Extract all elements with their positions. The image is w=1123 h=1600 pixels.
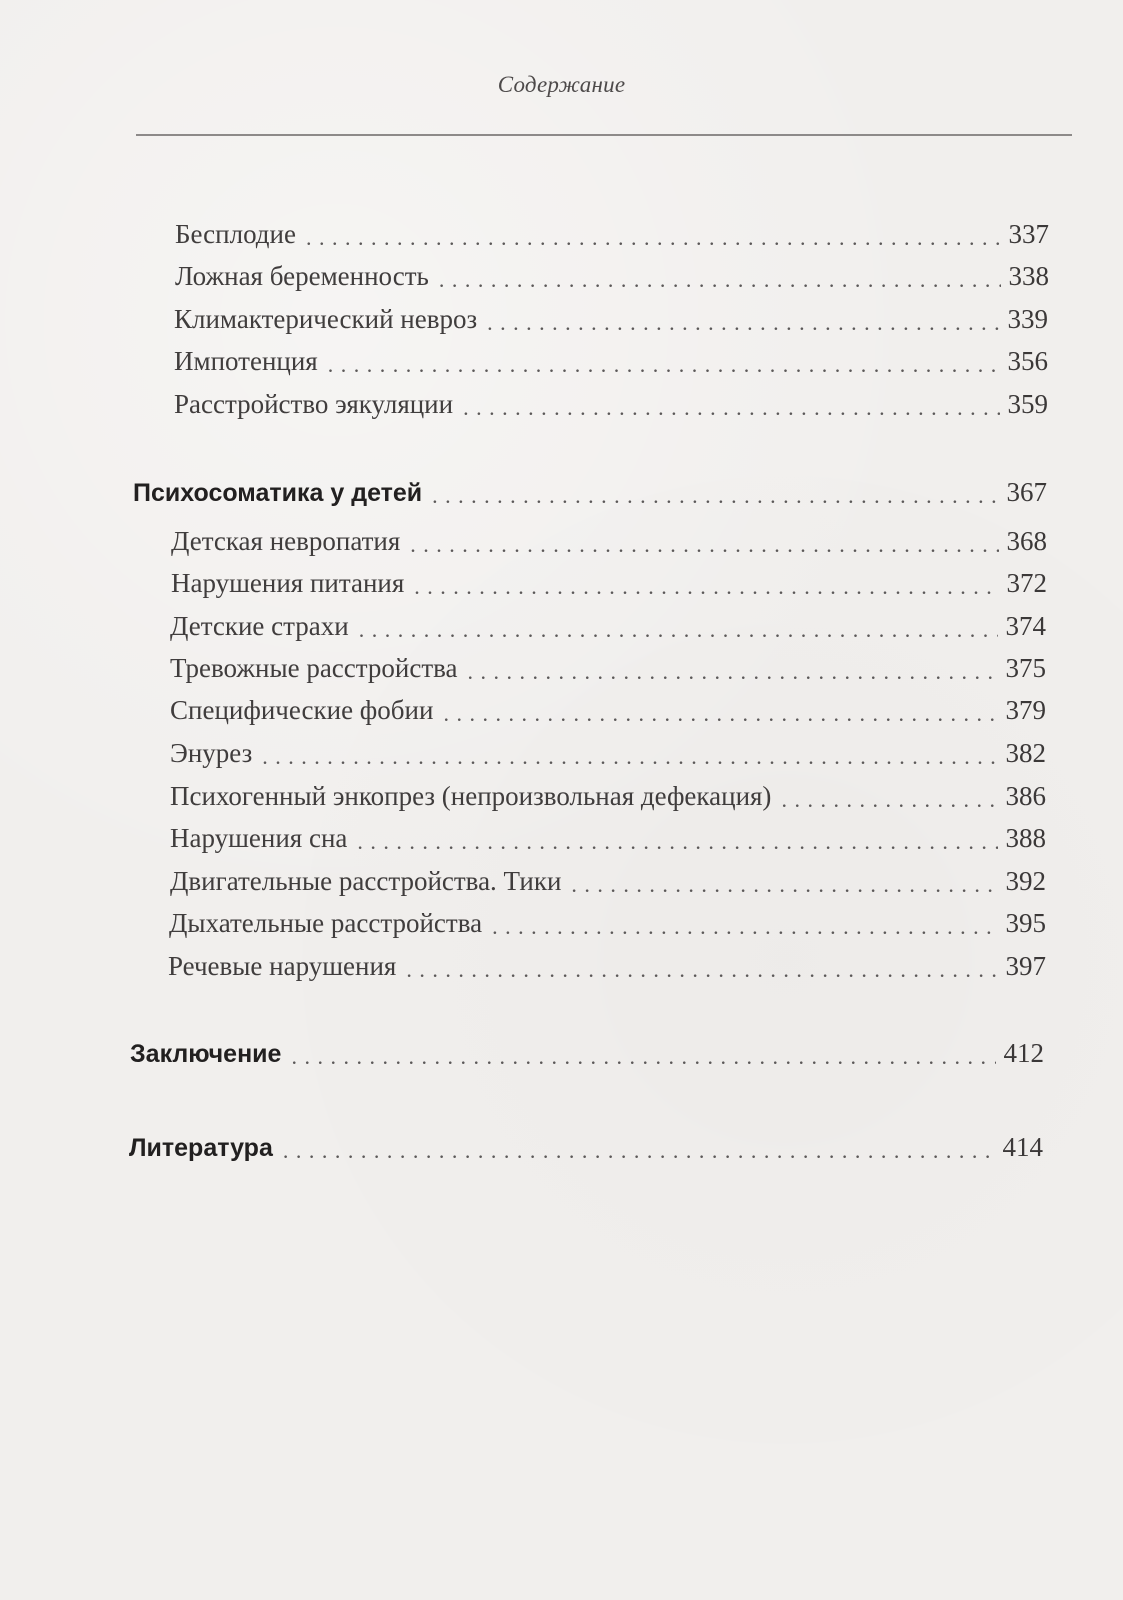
toc-entry-title: Нарушения сна	[170, 823, 348, 853]
dot-leader	[492, 919, 997, 939]
toc-entry-page: 356	[1007, 346, 1048, 376]
running-head: Содержание	[497, 72, 626, 97]
dot-leader	[443, 706, 997, 726]
toc-section-page: 367	[1006, 477, 1047, 507]
toc-entry	[168, 946, 1046, 986]
dot-leader	[410, 537, 998, 557]
toc-entry	[174, 299, 1048, 339]
dot-leader	[781, 792, 997, 812]
toc-entry-page: 338	[1008, 261, 1049, 291]
toc-entry-title: Детские страхи	[170, 611, 349, 641]
toc-entry-page: 395	[1005, 908, 1046, 938]
dot-leader	[283, 1143, 995, 1163]
toc-entry-title: Импотенция	[174, 346, 318, 376]
toc-entry-title: Ложная беременность	[175, 261, 429, 291]
toc-entry-title: Нарушения питания	[171, 568, 405, 598]
dot-leader	[306, 230, 1001, 250]
toc-section	[129, 1127, 1043, 1167]
toc-entry-page: 337	[1008, 219, 1049, 249]
dot-leader	[262, 749, 997, 769]
toc-entry	[170, 818, 1046, 858]
toc-entry-title: Психогенный энкопрез (непроизвольная дефекация)	[170, 781, 772, 811]
toc-entry	[170, 776, 1046, 816]
toc-entry-title: Энурез	[170, 738, 253, 768]
toc-entry	[170, 861, 1046, 901]
toc-entry-page: 379	[1005, 695, 1046, 725]
toc-entry-page: 372	[1006, 568, 1047, 598]
dot-leader	[468, 664, 998, 684]
toc-entry-page: 386	[1005, 781, 1046, 811]
dot-leader	[357, 834, 997, 854]
toc-entry	[171, 563, 1047, 603]
dot-leader	[406, 962, 997, 982]
toc-entry-title: Бесплодие	[175, 219, 296, 249]
toc-entry-title: Специфические фобии	[170, 695, 434, 725]
dot-leader	[432, 488, 998, 508]
toc-entry-title: Двигательные расстройства. Тики	[170, 866, 562, 896]
toc-entry	[169, 903, 1046, 943]
toc-entry	[170, 690, 1046, 730]
toc-section-page: 414	[1002, 1132, 1043, 1162]
toc-entry-title: Речевые нарушения	[168, 951, 397, 981]
dot-leader	[571, 877, 997, 897]
dot-leader	[463, 400, 999, 420]
toc-entry-page: 374	[1005, 611, 1046, 641]
dot-leader	[414, 579, 998, 599]
toc-section-page: 412	[1003, 1038, 1044, 1068]
dot-leader	[291, 1049, 995, 1069]
toc-section	[133, 472, 1047, 512]
toc-entry	[174, 384, 1048, 424]
toc-entry	[170, 733, 1046, 773]
dot-leader	[328, 357, 1000, 377]
toc-section	[130, 1033, 1044, 1073]
toc-entry-page: 339	[1007, 304, 1048, 334]
toc-entry-title: Расстройство эякуляции	[174, 389, 454, 419]
toc-entry-page: 388	[1005, 823, 1046, 853]
toc-entry-title: Тревожные расстройства	[170, 653, 458, 683]
toc-entry-title: Дыхательные расстройства	[169, 908, 483, 938]
toc-entry	[170, 648, 1046, 688]
toc-section-title: Литература	[129, 1134, 273, 1162]
dot-leader	[439, 272, 1001, 292]
toc-entry	[170, 606, 1046, 646]
toc-entry	[175, 256, 1049, 296]
toc-entry-page: 397	[1005, 951, 1046, 981]
toc-entry-title: Детская невропатия	[171, 526, 401, 556]
dot-leader	[359, 622, 998, 642]
toc-entry-page: 368	[1006, 526, 1047, 556]
toc-section-title: Психосоматика у детей	[133, 479, 423, 507]
toc-section-title: Заключение	[130, 1040, 282, 1068]
toc-entry-page: 375	[1005, 653, 1046, 683]
toc-entry-page: 382	[1005, 738, 1046, 768]
toc-entry-page: 392	[1005, 866, 1046, 896]
toc-entry	[171, 521, 1047, 561]
dot-leader	[487, 315, 999, 335]
toc-entry	[175, 214, 1049, 254]
toc-entry-page: 359	[1007, 389, 1048, 419]
toc-entry	[174, 341, 1048, 381]
toc-entry-title: Климактерический невроз	[174, 304, 478, 334]
